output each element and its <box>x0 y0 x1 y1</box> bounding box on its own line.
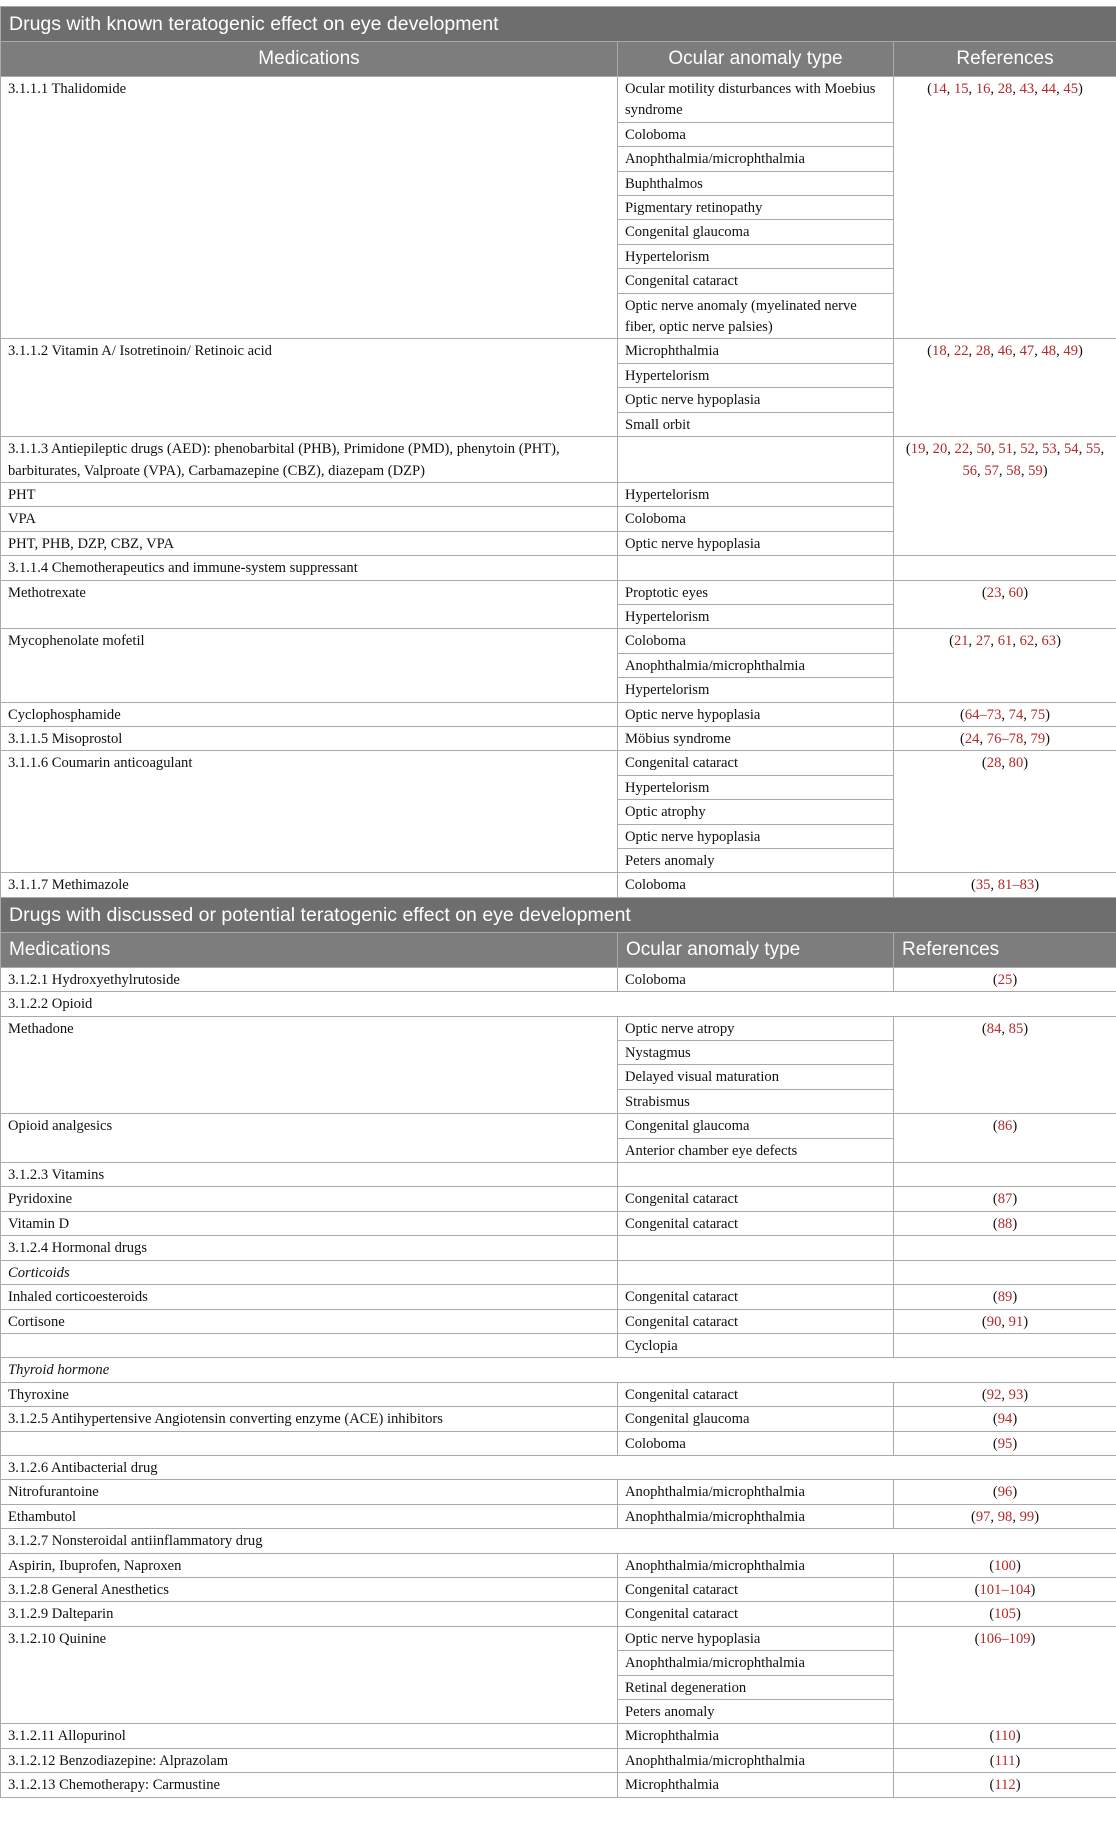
anomaly-cell: Anophthalmia/microphthalmia <box>618 1553 894 1577</box>
references-cell: (112) <box>894 1773 1116 1797</box>
anomaly-cell: Buphthalmos <box>618 171 894 195</box>
drug-name: 3.1.2.5 Antihypertensive Angiotensin converting enzyme (ACE) inhibitors <box>8 1411 443 1428</box>
reference-link[interactable]: 55 <box>1085 441 1101 458</box>
table-row <box>1 580 1116 604</box>
drug-name: 3.1.2.3 Vitamins <box>8 1167 105 1184</box>
anomaly-cell: Optic nerve hypoplasia <box>618 702 894 726</box>
reference-link[interactable]: 35 <box>975 877 991 894</box>
anomaly-cell: Anophthalmia/microphthalmia <box>618 653 894 677</box>
references-cell: (24, 76–78, 79) <box>894 726 1116 750</box>
drug-cell <box>1 580 618 629</box>
drug-name: 3.1.1.1 Thalidomide <box>8 81 127 97</box>
references-cell: (87) <box>894 1187 1116 1211</box>
reference-link[interactable]: 28 <box>986 755 1002 772</box>
table-row <box>1 1504 1116 1528</box>
table-row <box>1 1407 1116 1431</box>
table-row <box>1 1773 1116 1797</box>
reference-link[interactable]: 89 <box>997 1289 1013 1306</box>
drug-cell <box>1 531 618 555</box>
reference-link[interactable]: 49 <box>1063 343 1078 360</box>
reference-link[interactable]: 27 <box>975 633 991 650</box>
reference-link[interactable]: 76–78 <box>986 730 1024 747</box>
reference-link[interactable]: 44 <box>1041 81 1057 97</box>
drug-cell <box>1 482 618 506</box>
drug-name: 3.1.2.10 Quinine <box>8 1630 107 1647</box>
table-row <box>1 1553 1116 1577</box>
reference-link[interactable]: 100 <box>994 1557 1016 1574</box>
references-cell <box>894 1236 1116 1260</box>
anomaly-cell: Pigmentary retinopathy <box>618 196 894 220</box>
table-row <box>1 1309 1116 1333</box>
reference-link[interactable]: 75 <box>1030 706 1046 723</box>
references-cell <box>894 556 1116 580</box>
drug-cell <box>1 1626 618 1724</box>
table-row <box>1 1455 1116 1479</box>
drug-cell <box>1 702 618 726</box>
table-row <box>1 1163 1116 1187</box>
drug-name: 3.1.2.12 Benzodiazepine: Alprazolam <box>8 1752 229 1769</box>
table-row <box>1 1016 1116 1040</box>
drug-cell <box>1 1236 618 1260</box>
reference-link[interactable]: 111 <box>994 1752 1016 1769</box>
references-cell: (95) <box>894 1431 1116 1455</box>
drug-name: 3.1.2.13 Chemotherapy: Carmustine <box>8 1777 220 1794</box>
drug-cell <box>1 1480 618 1504</box>
reference-link[interactable]: 99 <box>1019 1508 1035 1525</box>
reference-link[interactable]: 105 <box>994 1606 1016 1623</box>
anomaly-cell <box>618 437 894 483</box>
table-row <box>1 437 1116 483</box>
references-cell: (18, 22, 28, 46, 47, 48, 49) <box>894 339 1116 437</box>
reference-link[interactable]: 23 <box>986 584 1002 601</box>
drug-cell <box>1 1431 618 1455</box>
drug-cell <box>1 1504 618 1528</box>
references-cell: (105) <box>894 1602 1116 1626</box>
reference-link[interactable]: 14 <box>932 81 947 97</box>
section-title: Drugs with known teratogenic effect on eye development <box>1 7 1116 42</box>
header-row <box>1 932 1116 967</box>
references-cell: (89) <box>894 1285 1116 1309</box>
anomaly-cell: Anterior chamber eye defects <box>618 1138 894 1162</box>
anomaly-cell: Congenital cataract <box>618 1382 894 1406</box>
table-row <box>1 1748 1116 1772</box>
reference-link[interactable]: 43 <box>1019 81 1035 97</box>
drug-cell <box>1 629 618 702</box>
references-cell: (100) <box>894 1553 1116 1577</box>
table-row <box>1 339 1116 363</box>
drug-cell <box>1 1577 618 1601</box>
reference-link[interactable]: 93 <box>1008 1386 1024 1403</box>
anomaly-cell: Congenital glaucoma <box>618 1114 894 1138</box>
anomaly-cell: Optic nerve hypoplasia <box>618 1626 894 1650</box>
reference-link[interactable]: 87 <box>997 1191 1013 1208</box>
drug-name: Methotrexate <box>8 584 86 601</box>
reference-link[interactable]: 28 <box>997 81 1013 97</box>
reference-link[interactable]: 53 <box>1042 441 1057 458</box>
drug-name: Pyridoxine <box>8 1191 73 1208</box>
references-cell: (19, 20, 22, 50, 51, 52, 53, 54, 55, 56, 57, 58, 59) <box>894 437 1116 556</box>
header-medications: Medications <box>1 932 618 967</box>
anomaly-cell <box>618 1236 894 1260</box>
reference-link[interactable]: 79 <box>1030 730 1046 747</box>
anomaly-cell: Anophthalmia/microphthalmia <box>618 147 894 171</box>
reference-link[interactable]: 24 <box>964 730 980 747</box>
drug-cell <box>1 1309 618 1333</box>
drug-cell <box>1 1260 618 1284</box>
reference-link[interactable]: 112 <box>994 1777 1016 1794</box>
anomaly-cell: Cyclopia <box>618 1333 894 1357</box>
anomaly-cell: Microphthalmia <box>618 1773 894 1797</box>
anomaly-cell: Nystagmus <box>618 1041 894 1065</box>
drug-name: Cyclophosphamide <box>8 706 121 723</box>
anomaly-cell: Optic nerve hypoplasia <box>618 388 894 412</box>
reference-link[interactable]: 61 <box>997 633 1013 650</box>
table-row <box>1 702 1116 726</box>
anomaly-cell: Peters anomaly <box>618 849 894 873</box>
anomaly-cell: Anophthalmia/microphthalmia <box>618 1651 894 1675</box>
references-cell: (35, 81–83) <box>894 873 1116 897</box>
anomaly-cell: Coloboma <box>618 967 894 991</box>
anomaly-cell: Coloboma <box>618 122 894 146</box>
reference-link[interactable]: 25 <box>997 971 1013 988</box>
drug-cell <box>1 873 618 897</box>
reference-link[interactable]: 88 <box>997 1215 1013 1232</box>
reference-link[interactable]: 15 <box>953 81 969 97</box>
drug-cell <box>1 1333 618 1357</box>
drug-name: 3.1.1.3 Antiepileptic drugs (AED): phenobarbital (PHB), Primidone (PMD), phenytoin (PHT), barbiturates, Valproate (VPA), Carbamazepine (CBZ), diazepam (DZP) <box>8 441 560 479</box>
references-cell: (23, 60) <box>894 580 1116 629</box>
drug-name: 3.1.2.9 Dalteparin <box>8 1606 114 1623</box>
drug-name: Thyroid hormone <box>8 1362 110 1379</box>
anomaly-cell: Retinal degeneration <box>618 1675 894 1699</box>
anomaly-cell: Hypertelorism <box>618 482 894 506</box>
header-references: References <box>894 932 1116 967</box>
drug-name: Cortisone <box>8 1313 65 1330</box>
reference-link[interactable]: 81–83 <box>997 877 1035 894</box>
drug-name: Thyroxine <box>8 1386 69 1403</box>
references-cell <box>894 1163 1116 1187</box>
reference-link[interactable]: 46 <box>997 343 1013 360</box>
reference-link[interactable]: 86 <box>997 1118 1013 1135</box>
table-row <box>1 629 1116 653</box>
reference-link[interactable]: 110 <box>994 1728 1016 1745</box>
drug-cell <box>1 726 618 750</box>
section-title-row <box>1 7 1116 42</box>
anomaly-cell: Hypertelorism <box>618 604 894 628</box>
table-row <box>1 992 1116 1016</box>
anomaly-cell: Coloboma <box>618 1431 894 1455</box>
anomaly-cell: Congenital cataract <box>618 269 894 293</box>
references-cell: (86) <box>894 1114 1116 1163</box>
reference-link[interactable]: 47 <box>1019 343 1035 360</box>
drug-cell <box>1 1016 618 1114</box>
table-row <box>1 751 1116 775</box>
anomaly-cell: Congenital cataract <box>618 1285 894 1309</box>
references-cell: (92, 93) <box>894 1382 1116 1406</box>
anomaly-cell: Congenital cataract <box>618 1577 894 1601</box>
anomaly-cell: Strabismus <box>618 1089 894 1113</box>
table-row <box>1 556 1116 580</box>
drug-name: 3.1.1.7 Methimazole <box>8 877 129 894</box>
reference-link[interactable]: 19 <box>910 441 926 458</box>
table-row <box>1 1480 1116 1504</box>
anomaly-cell: Möbius syndrome <box>618 726 894 750</box>
anomaly-cell: Anophthalmia/microphthalmia <box>618 1480 894 1504</box>
anomaly-cell: Peters anomaly <box>618 1700 894 1724</box>
header-row <box>1 42 1116 77</box>
drug-name: 3.1.2.8 General Anesthetics <box>8 1581 169 1598</box>
table-row <box>1 1724 1116 1748</box>
drug-name: 3.1.2.7 Nonsteroidal antiinflammatory drug <box>8 1533 263 1550</box>
anomaly-cell: Congenital cataract <box>618 751 894 775</box>
reference-link[interactable]: 90 <box>986 1313 1002 1330</box>
table-row <box>1 1358 1116 1382</box>
references-cell: (14, 15, 16, 28, 43, 44, 45) <box>894 77 1116 339</box>
reference-link[interactable]: 18 <box>932 343 947 360</box>
drug-name: 3.1.1.4 Chemotherapeutics and immune-system suppressant <box>8 560 358 577</box>
anomaly-cell: Hypertelorism <box>618 678 894 702</box>
anomaly-cell: Hypertelorism <box>618 775 894 799</box>
references-cell: (25) <box>894 967 1116 991</box>
reference-link[interactable]: 45 <box>1063 81 1078 97</box>
references-cell: (110) <box>894 1724 1116 1748</box>
anomaly-cell: Optic nerve hypoplasia <box>618 531 894 555</box>
anomaly-cell <box>618 1260 894 1284</box>
drug-cell <box>1 1211 618 1235</box>
references-cell: (64–73, 74, 75) <box>894 702 1116 726</box>
anomaly-cell: Coloboma <box>618 873 894 897</box>
anomaly-cell: Ocular motility disturbances with Moebius syndrome <box>618 77 894 123</box>
references-cell: (90, 91) <box>894 1309 1116 1333</box>
anomaly-cell: Hypertelorism <box>618 244 894 268</box>
anomaly-cell: Anophthalmia/microphthalmia <box>618 1748 894 1772</box>
table-row <box>1 1260 1116 1284</box>
anomaly-cell: Congenital cataract <box>618 1211 894 1235</box>
drug-cell <box>1 1773 618 1797</box>
anomaly-cell: Microphthalmia <box>618 339 894 363</box>
drug-name: Nitrofurantoine <box>8 1484 99 1501</box>
reference-link[interactable]: 64–73 <box>964 706 1002 723</box>
table-row <box>1 1577 1116 1601</box>
reference-link[interactable]: 22 <box>954 441 970 458</box>
table-row <box>1 1431 1116 1455</box>
drug-cell <box>1 1285 618 1309</box>
anomaly-cell <box>618 556 894 580</box>
table-row <box>1 1211 1116 1235</box>
drug-name: Methadone <box>8 1020 74 1037</box>
reference-link[interactable]: 59 <box>1028 462 1043 479</box>
references-cell: (101–104) <box>894 1577 1116 1601</box>
drug-cell <box>1 1602 618 1626</box>
anomaly-cell: Optic nerve hypoplasia <box>618 824 894 848</box>
reference-link[interactable]: 60 <box>1008 584 1024 601</box>
reference-link[interactable]: 95 <box>997 1435 1013 1452</box>
anomaly-cell: Anophthalmia/microphthalmia <box>618 1504 894 1528</box>
drug-name: 3.1.1.2 Vitamin A/ Isotretinoin/ Retinoic acid <box>8 343 272 360</box>
anomaly-cell: Congenital cataract <box>618 1602 894 1626</box>
anomaly-cell: Coloboma <box>618 507 894 531</box>
drug-cell <box>1 751 618 873</box>
drug-cell <box>1 1407 618 1431</box>
table-row <box>1 1602 1116 1626</box>
references-cell <box>894 1333 1116 1357</box>
drug-name: 3.1.2.4 Hormonal drugs <box>8 1240 148 1257</box>
reference-link[interactable]: 96 <box>997 1484 1013 1501</box>
reference-link[interactable]: 98 <box>997 1508 1013 1525</box>
header-references: References <box>894 42 1116 77</box>
reference-link[interactable]: 22 <box>953 343 969 360</box>
table-row <box>1 1333 1116 1357</box>
table-row <box>1 1236 1116 1260</box>
drug-cell <box>1 1724 618 1748</box>
drug-name: 3.1.2.11 Allopurinol <box>8 1728 126 1745</box>
reference-link[interactable]: 101–104 <box>979 1581 1031 1598</box>
drug-cell <box>1 507 618 531</box>
reference-link[interactable]: 106–109 <box>979 1630 1031 1647</box>
references-cell: (94) <box>894 1407 1116 1431</box>
anomaly-cell: Optic nerve anomaly (myelinated nerve fiber, optic nerve palsies) <box>618 293 894 339</box>
drug-cell <box>1 556 618 580</box>
drug-name: 3.1.2.1 Hydroxyethylrutoside <box>8 971 180 988</box>
references-cell: (88) <box>894 1211 1116 1235</box>
drug-name: 3.1.1.6 Coumarin anticoagulant <box>8 755 193 772</box>
reference-link[interactable]: 50 <box>976 441 992 458</box>
table-row <box>1 1285 1116 1309</box>
drug-name: Aspirin, Ibuprofen, Naproxen <box>8 1557 182 1574</box>
reference-link[interactable]: 63 <box>1041 633 1057 650</box>
drug-cell <box>1 1553 618 1577</box>
reference-link[interactable]: 52 <box>1020 441 1035 458</box>
reference-link[interactable]: 97 <box>975 1508 991 1525</box>
drug-cell <box>1 339 618 437</box>
references-cell: (84, 85) <box>894 1016 1116 1114</box>
table-row <box>1 1626 1116 1650</box>
drug-name: 3.1.2.2 Opioid <box>8 996 93 1013</box>
reference-link[interactable]: 91 <box>1008 1313 1024 1330</box>
header-ocular-anomaly-type: Ocular anomaly type <box>618 932 894 967</box>
references-cell <box>894 1260 1116 1284</box>
drug-cell <box>1 77 618 339</box>
anomaly-cell: Coloboma <box>618 629 894 653</box>
references-cell: (106–109) <box>894 1626 1116 1724</box>
table-row <box>1 1382 1116 1406</box>
reference-link[interactable]: 20 <box>932 441 948 458</box>
reference-link[interactable]: 62 <box>1019 633 1035 650</box>
table-row <box>1 1529 1116 1553</box>
anomaly-cell: Optic nerve atropy <box>618 1016 894 1040</box>
reference-link[interactable]: 48 <box>1041 343 1057 360</box>
section-title-row <box>1 897 1116 932</box>
drug-cell <box>1 1382 618 1406</box>
drug-group-cell <box>1 1529 1116 1553</box>
teratogen-table <box>0 6 1116 1798</box>
drug-name: Vitamin D <box>8 1215 70 1232</box>
references-cell: (96) <box>894 1480 1116 1504</box>
reference-link[interactable]: 94 <box>997 1411 1013 1428</box>
reference-link[interactable]: 58 <box>1006 462 1021 479</box>
references-cell: (21, 27, 61, 62, 63) <box>894 629 1116 702</box>
anomaly-cell: Small orbit <box>618 412 894 436</box>
reference-link[interactable]: 16 <box>975 81 991 97</box>
table-row <box>1 873 1116 897</box>
anomaly-cell: Microphthalmia <box>618 1724 894 1748</box>
drug-cell <box>1 437 618 483</box>
drug-cell <box>1 967 618 991</box>
table-row <box>1 967 1116 991</box>
table-row <box>1 77 1116 123</box>
section-title: Drugs with discussed or potential teratogenic effect on eye development <box>1 897 1116 932</box>
drug-group-cell <box>1 1455 1116 1479</box>
reference-link[interactable]: 54 <box>1064 441 1079 458</box>
drug-group-cell <box>1 1358 1116 1382</box>
anomaly-cell: Congenital glaucoma <box>618 1407 894 1431</box>
references-cell: (28, 80) <box>894 751 1116 873</box>
anomaly-cell: Optic atrophy <box>618 800 894 824</box>
reference-link[interactable]: 28 <box>975 343 991 360</box>
reference-link[interactable]: 92 <box>986 1386 1002 1403</box>
drug-name: PHT <box>8 486 36 503</box>
drug-cell <box>1 1187 618 1211</box>
drug-name: VPA <box>8 511 36 528</box>
anomaly-cell: Proptotic eyes <box>618 580 894 604</box>
anomaly-cell <box>618 1163 894 1187</box>
drug-name: PHT, PHB, DZP, CBZ, VPA <box>8 535 174 552</box>
reference-link[interactable]: 84 <box>986 1020 1002 1037</box>
drug-name: Mycophenolate mofetil <box>8 633 145 650</box>
reference-link[interactable]: 21 <box>953 633 969 650</box>
references-cell: (111) <box>894 1748 1116 1772</box>
anomaly-cell: Delayed visual maturation <box>618 1065 894 1089</box>
drug-name: 3.1.2.6 Antibacterial drug <box>8 1459 158 1476</box>
drug-name: Opioid analgesics <box>8 1118 113 1135</box>
table-row <box>1 1187 1116 1211</box>
drug-cell <box>1 1114 618 1163</box>
drug-group-cell <box>1 992 1116 1016</box>
anomaly-cell: Congenital glaucoma <box>618 220 894 244</box>
drug-name: Ethambutol <box>8 1508 77 1525</box>
reference-link[interactable]: 51 <box>998 441 1013 458</box>
drug-name: Corticoids <box>8 1264 70 1281</box>
header-medications: Medications <box>1 42 618 77</box>
reference-link[interactable]: 85 <box>1008 1020 1024 1037</box>
anomaly-cell: Congenital cataract <box>618 1309 894 1333</box>
table-row <box>1 1114 1116 1138</box>
reference-link[interactable]: 74 <box>1008 706 1024 723</box>
drug-cell <box>1 1163 618 1187</box>
drug-cell <box>1 1748 618 1772</box>
anomaly-cell: Hypertelorism <box>618 363 894 387</box>
drug-name: Inhaled corticoesteroids <box>8 1289 148 1306</box>
references-cell: (97, 98, 99) <box>894 1504 1116 1528</box>
reference-link[interactable]: 80 <box>1008 755 1024 772</box>
drug-name: 3.1.1.5 Misoprostol <box>8 730 123 747</box>
reference-link[interactable]: 56 <box>962 462 978 479</box>
table-row <box>1 726 1116 750</box>
header-ocular-anomaly-type: Ocular anomaly type <box>618 42 894 77</box>
anomaly-cell: Congenital cataract <box>618 1187 894 1211</box>
reference-link[interactable]: 57 <box>984 462 999 479</box>
